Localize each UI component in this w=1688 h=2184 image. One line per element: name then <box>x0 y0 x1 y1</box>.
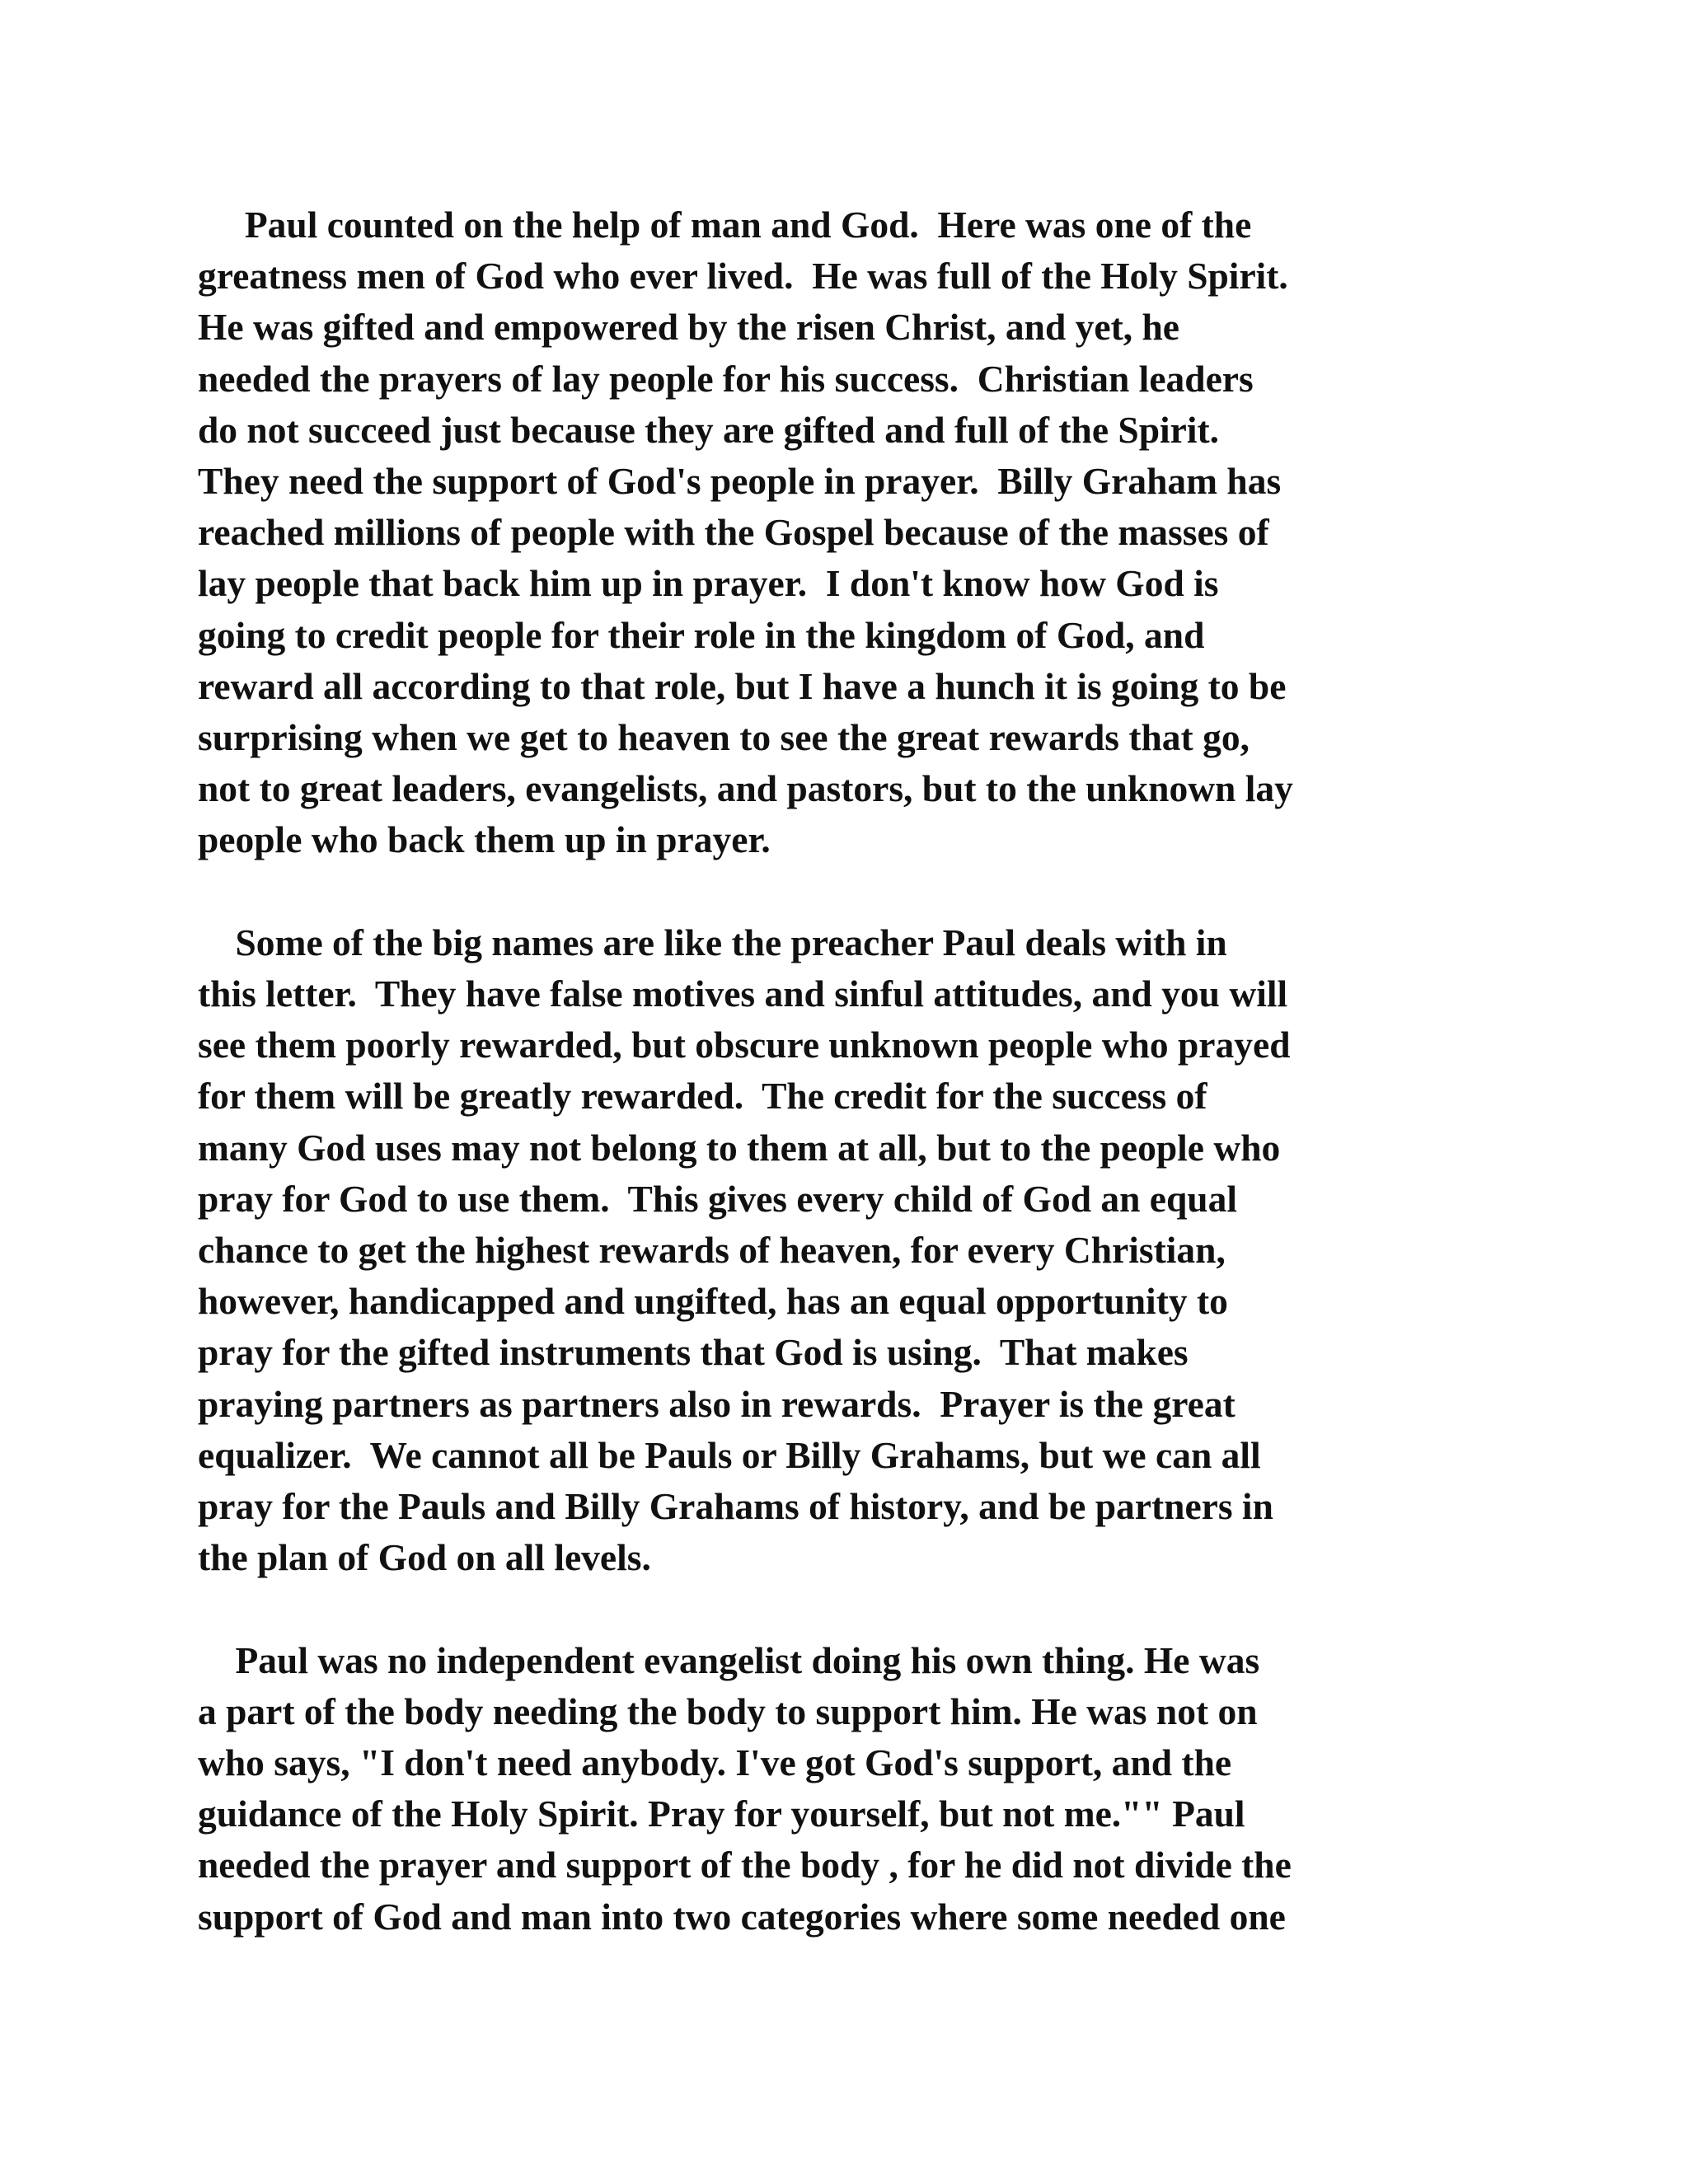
text-line: surprising when we get to heaven to see the great rewards that go, <box>198 716 1250 759</box>
text-line: guidance of the Holy Spirit. Pray for yourself, but not me."" Paul <box>198 1793 1245 1835</box>
paragraph-1 <box>198 199 1517 866</box>
text-line: needed the prayers of lay people for his success. Christian leaders <box>198 357 1254 400</box>
text-line: Some of the big names are like the preacher Paul deals with in <box>198 921 1227 963</box>
text-line: going to credit people for their role in the kingdom of God, and <box>198 613 1205 656</box>
text-line: pray for God to use them. This gives every child of God an equal <box>198 1177 1238 1220</box>
text-line: a part of the body needing the body to support him. He was not on <box>198 1690 1258 1732</box>
text-line: reached millions of people with the Gospel because of the masses of <box>198 511 1269 554</box>
text-line: praying partners as partners also in rewards. Prayer is the great <box>198 1382 1236 1425</box>
text-line: equalizer. We cannot all be Pauls or Billy Grahams, but we can all <box>198 1433 1261 1476</box>
text-line: greatness men of God who ever lived. He was full of the Holy Spirit. <box>198 255 1288 298</box>
text-line: do not succeed just because they are gifted and full of the Spirit. <box>198 408 1220 451</box>
text-line: however, handicapped and ungifted, has an equal opportunity to <box>198 1280 1228 1323</box>
text-line: who says, "I don't need anybody. I've got God's support, and the <box>198 1741 1232 1784</box>
text-line: many God uses may not belong to them at all, but to the people who <box>198 1126 1281 1169</box>
text-line: reward all according to that role, but I have a hunch it is going to be <box>198 664 1287 707</box>
paragraph-spacer <box>198 1583 1517 1634</box>
text-line: pray for the gifted instruments that God is using. That makes <box>198 1331 1189 1374</box>
text-line: not to great leaders, evangelists, and pastors, but to the unknown lay <box>198 767 1293 810</box>
text-line: Paul was no independent evangelist doing his own thing. He was <box>198 1638 1260 1681</box>
text-line: people who back them up in prayer. <box>198 818 771 861</box>
text-line: Paul counted on the help of man and God. Here was one of the <box>198 204 1252 246</box>
text-line: pray for the Pauls and Billy Grahams of history, and be partners in <box>198 1485 1273 1528</box>
text-line: for them will be greatly rewarded. The credit for the success of <box>198 1075 1207 1118</box>
text-line: see them poorly rewarded, but obscure unknown people who prayed <box>198 1024 1291 1066</box>
text-line: needed the prayer and support of the body , for he did not divide the <box>198 1844 1292 1886</box>
paragraph-3 <box>198 1635 1517 1943</box>
text-line: He was gifted and empowered by the risen Christ, and yet, he <box>198 306 1179 349</box>
text-line: this letter. They have false motives and sinful attitudes, and you will <box>198 972 1288 1015</box>
text-line: lay people that back him up in prayer. I don't know how God is <box>198 562 1219 605</box>
text-line: the plan of God on all levels. <box>198 1536 651 1579</box>
paragraph-2 <box>198 917 1517 1584</box>
paragraph-spacer <box>198 866 1517 917</box>
document-body <box>198 199 1517 1943</box>
text-line: support of God and man into two categories where some needed one <box>198 1895 1286 1938</box>
text-line: chance to get the highest rewards of heaven, for every Christian, <box>198 1229 1226 1272</box>
text-line: They need the support of God's people in prayer. Billy Graham has <box>198 460 1282 503</box>
